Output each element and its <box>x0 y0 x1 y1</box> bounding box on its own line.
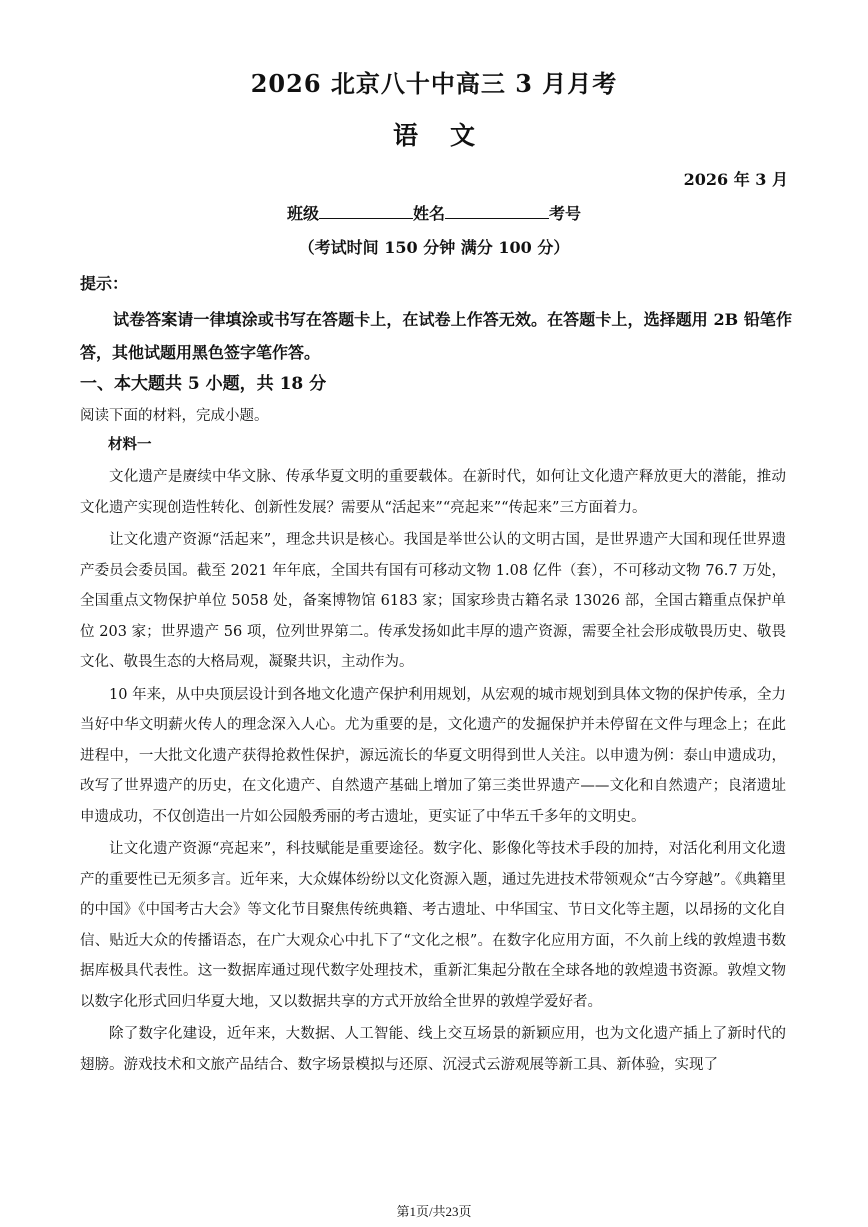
reading-instruction: 阅读下面的材料，完成小题。 <box>80 408 269 424</box>
tips-text: 试卷答案请一律填涂或书写在答题卡上，在试卷上作答无效。在答题卡上，选择题用 2B 铅笔作答，其他试题用黑色签字笔作答。 <box>80 310 792 362</box>
exam-number-label: 考号 <box>549 204 582 223</box>
paragraph: 除了数字化建设，近年来，大数据、人工智能、线上交互场景的新颖应用，也为文化遗产插上了新时代的翅膀。游戏技术和文旅产品结合、数字场景模拟与还原、沉浸式云游观展等新工具、新体验，实现了 <box>80 1026 786 1073</box>
exam-date: 2026 年 3 月 <box>683 170 788 189</box>
paragraph: 让文化遗产资源“活起来”，理念共识是核心。我国是举世公认的文明古国，是世界遗产大国和现任世界遗产委员会委员国。截至 2021 年年底，全国共有国有可移动文物 1.08 亿件（套），不可移动文物 76.7 万处，全国重点文物保护单位 5058 处，备案博物馆 6183 家；国家珍贵古籍名录 13026 部，全国古籍重点保护单位 203 家；世界遗产 56 项，位列世界第二。传承发扬如此丰厚的遗产资源，需要全社会形成敬畏历史、敬畏文化、敬畏生态的大格局观，凝聚共识，主动作为。 <box>80 532 786 670</box>
exam-title: 2026 北京八十中高三 3 月月考 <box>250 69 618 98</box>
name-label: 姓名 <box>412 204 445 223</box>
page-number: 第1页/共23页 <box>396 1204 472 1219</box>
paragraph: 让文化遗产资源“亮起来”，科技赋能是重要途径。数字化、影像化等技术手段的加持，对活化利用文化遗产的重要性已无须多言。近年来，大众媒体纷纷以文化资源入题，通过先进技术带领观众“古今穿越”。《典籍里的中国》《中国考古大会》等文化节目聚焦传统典籍、考古遗址、中华国宝、节日文化等主题，以昂扬的文化自信、贴近大众的传播语态，在广大观众心中扎下了“文化之根”。在数字化应用方面，不久前上线的敦煌遗书数据库极具代表性。这一数据库通过现代数字处理技术，重新汇集起分散在全球各地的敦煌遗书资源。敦煌文物以数字化形式回归华夏大地，又以数据共享的方式开放给全世界的敦煌学爱好者。 <box>80 841 786 1010</box>
exam-time-note: （考试时间 150 分钟 满分 100 分） <box>298 238 570 257</box>
class-blank[interactable] <box>319 202 413 219</box>
paragraph: 10 年来，从中央顶层设计到各地文化遗产保护利用规划，从宏观的城市规划到具体文物的保护传承，全力当好中华文明薪火传人的理念深入人心。尤为重要的是，文化遗产的发掘保护并未停留在文件与理念上；在此进程中，一大批文化遗产获得抢救性保护，源远流长的华夏文明得到世人关注。以申遗为例：泰山申遗成功，改写了世界遗产的历史，在文化遗产、自然遗产基础上增加了第三类世界遗产——文化和自然遗产；良渚遗址申遗成功，不仅创造出一片如公园般秀丽的考古遗址，更实证了中华五千多年的文明史。 <box>80 686 786 825</box>
paragraph: 文化遗产是赓续中华文脉、传承华夏文明的重要载体。在新时代，如何让文化遗产释放更大的潜能，推动文化遗产实现创造性转化、创新性发展？需要从“活起来”“亮起来”“传起来”三方面着力。 <box>80 469 786 516</box>
class-label: 班级 <box>286 204 319 223</box>
material-label: 材料一 <box>108 436 152 453</box>
subject-title: 语文 <box>392 121 507 150</box>
tips-label: 提示： <box>80 274 129 293</box>
material-body <box>80 462 786 1082</box>
section-heading: 一、本大题共 5 小题，共 18 分 <box>80 374 327 394</box>
student-info-line <box>0 202 868 226</box>
name-blank[interactable] <box>445 202 549 219</box>
